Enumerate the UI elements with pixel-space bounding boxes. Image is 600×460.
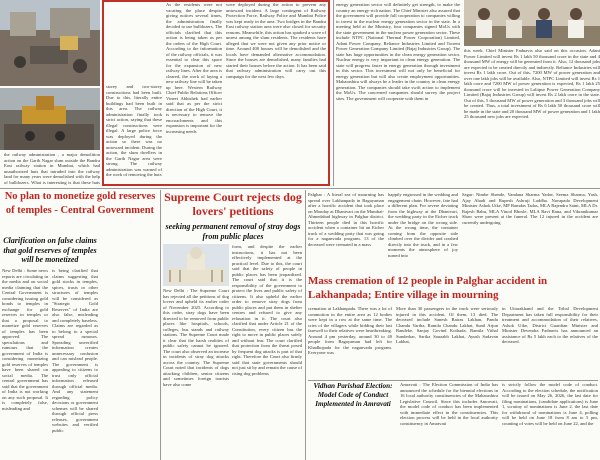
palghar-intro-col-2 bbox=[388, 192, 458, 272]
temples-subhead bbox=[2, 236, 98, 266]
nuclear-story-col-2 bbox=[464, 48, 600, 186]
palghar-text: in Uttarakhand and the Tribal Development Department has taken full responsibility for their treatment and accommodation of their relatives, Ashok Uike, District Guardian Minister and Minister Devendra Fadnavis has announced an assistance of Rs 5 lakh each to the relatives of the deceased. bbox=[502, 306, 598, 344]
palghar-text: More than 30 passengers in the truck were seriously injured in this accident. Of them, 13 died. The deceased include Sanesh Batras Lakhan, Pandu Chandu Vartha, Ramila Chandu Lakhat, Sunil Arjun Randeke, Sanjay Govind Kothada, Ramila Vithal Sunderkar, Sarika Sauzabh Lakhat, Ayush Sadavan Lakhat, bbox=[396, 306, 498, 344]
temples-text: New Delhi : Some news reports are circulating in the media and on social media claiming that the Central Government is considering issuing gold bonds to temples in exchange for gold reserves in temples or that a proposal to monetize gold reserves of temples has been approved. The speculations and rumours that the government of India is considering monetizing gold reserves of temples have been shared on social media. The central government has said that the government of India is not working on any such proposal. It is completely false, misleading and bbox=[2, 268, 48, 411]
top-story-text: were deployed during the action to prevent any untoward incident. A large contingent of Railway Protection Force, Railway Police and Mumbai Police was kept ready in the area. Two bridges in the Bandra East railway station area were also closed for security reasons. Meanwhile, this action has sparked a wave of unrest among the slum residents. The residents have alleged that we were not given any prior notice or time. Around 400 houses will be demolished and the locals have demanded alternative accommodation. Since the houses are demolished, many families had started their houses before the action. It has been said that railway administration will carry out this campaign for the next few days. bbox=[226, 2, 326, 79]
nuclear-story-text: energy generation sector will definitely get strength, to make the country an energy-rich nation. The Chief Minister also assured that the government will provide full cooperation to companies willing to invest in the nuclear energy generation sector in the state. In a meeting held at the Ministry, four companies signed MoUs with the state government in the nuclear power generation sector. These include NTPC (National Thermal Power Corporation) Limited, Adani Power Company, Reliance Industries Limited and Torrent Power Generation Company Limited (Bajaj Industries Group). The state has huge opportunities in the clean energy generation sector. Nuclear energy is very important in clean energy generation. The state will progress faster in energy generation through investment in this sector. This investment will not only be beneficial for energy generation but will also create employment opportunities. Maharashtra will always be a leader in the country in clean energy generation. The companies should take swift action to implement the MoUs. The concerned companies should survey the project sites. The government will cooperate with them in bbox=[336, 2, 460, 101]
palghar-headline-text: Mass cremation of 12 people in Palghar accident in Lakhanpada; Entire village in mourning bbox=[308, 275, 548, 301]
temples-headline-text: No plan to monetize gold reserves of temples - Central Government bbox=[4, 191, 156, 216]
temples-col-1 bbox=[2, 268, 48, 458]
supreme-court-photo bbox=[163, 244, 229, 286]
temples-col-2 bbox=[52, 268, 98, 458]
top-story-text: As the residents were not vacating the place despite giving notices several times, the administration finally decided to use bulldozers. The officials clarified that this action is being taken as per the orders of the High Court. According to the information of the railway officials, it was essential to clear this space for the expansion of new railway lines. After the area is cleared, the work of laying a new railway line will be taken up here. Western Railway Chief Public Relations Officer Vineet Abhishek had earlier said that as per the strict direction of the High Court, it is necessary to remove the encroachments and this expansion is important for the increasing needs bbox=[166, 2, 222, 134]
bulldozer-photo bbox=[0, 88, 100, 150]
dogs-headline bbox=[163, 190, 303, 222]
temples-text: is being clarified that claims suggesting that gold stocks in temples, spices, trusts or other structures of temples will be considered as "Strategic Gold Reserves" of India are also false, misleading and completely baseless. Claims are regarded as to belong to a special spread rumours. Spreading unverified information creates unnecessary confusion and can mislead people. The government is appealing to citizens to trust only official information released through official media. And any statement regarding policy decisions or government schemes will be shared through official press releases, government websites and verified public bbox=[52, 268, 98, 433]
top-story-col-1 bbox=[4, 152, 100, 186]
amravati-col-1 bbox=[400, 382, 498, 458]
top-story-col-4 bbox=[226, 2, 326, 184]
mou-meeting-photo bbox=[464, 0, 600, 46]
palghar-col-1 bbox=[308, 306, 392, 378]
dogs-col-2 bbox=[232, 244, 302, 458]
demolition-photo bbox=[0, 0, 100, 86]
amravati-headline-text: Vidhan Parishad Election: Model Code of Conduct Implemented in Amravati bbox=[313, 382, 393, 408]
amravati-headline bbox=[308, 382, 398, 426]
nuclear-story-col-1 bbox=[336, 2, 460, 186]
palghar-intro-col-1 bbox=[308, 192, 384, 272]
dogs-col-1 bbox=[163, 288, 229, 458]
top-story-col-2 bbox=[106, 84, 162, 184]
palghar-col-2 bbox=[396, 306, 498, 378]
palghar-col-3 bbox=[502, 306, 598, 378]
temples-headline bbox=[2, 190, 158, 234]
amravati-text: Amravati : The Election Commission of India has announced the schedule for the biennial elections in 16 local authority constituencies of the Maharashtra Legislative Council. Since this includes Amravati, the model code of conduct has been implemented with immediate effect in the constituencies. This election process will be held in the local authority constituency in Amravati bbox=[400, 382, 498, 426]
dogs-text: form, and despite the earlier instructions, it has not been effectively implemented at the practical level. Due to this, the court said that the safety of people in public places has been jeopardized. The court said that it is the responsibility of the government to protect the lives and public safety of citizens. It also upheld the earlier order to remove stray dogs from public places and put them in shelter centres and refused to give any relaxation in it. The court also clarified that under Article 21 of the Constitution, every citizen has the right to move in public places safely and without fear. The court clarified that protection from the threat posed by frequent dog attacks is part of that right. Therefore the Court also firmly said that state governments should not just sit by and remain the cause of rising dog problems bbox=[232, 244, 302, 376]
palghar-text: Palghar : A literal sea of mourning has spread over Lakhanpada in Bagayaman after a horrific accident that took place on Monday at Dhanivari on the Mumbai-Ahmedabad highway in Palghar district. Thirteen people died in this horrific accident when a container hit an Eicher truck of a wedding party that was going for a naganvada program. 13 of the deceased were cremated in a mass bbox=[308, 192, 384, 247]
dogs-subhead-text: seeking permanent removal of stray dogs from public places bbox=[165, 222, 301, 241]
dogs-text: New Delhi : The Supreme Court has rejected all the petitions of dog lovers and upheld its earlier order of November 2025. According to this order, stray dogs have been directed to be removed from public places like hospitals, schools, colleges, bus stands and railway stations. The Supreme Court made it clear that the harsh realities of public safety cannot be ignored. The court also observed an increase in incidents of stray dog attacks across the country. The Supreme Court noted that incidents of dogs attacking children, senior citizens and sometimes foreign tourists have also come bbox=[163, 288, 229, 387]
temples-col-3 bbox=[102, 236, 158, 458]
amravati-text: is strictly follow the model code of conduct. According to the election schedule, the notification will be issued on May 26, 2026, the last date for filing nominations, (candidate applications) is June 1, scrutiny of nominations is June 2, the last date for withdrawal of nominations is June 4, polling will be held on June 18 from 8 am to 5 pm, counting of votes will be held on June 22, and the bbox=[502, 382, 598, 426]
palghar-headline bbox=[308, 274, 598, 304]
amravati-col-2 bbox=[502, 382, 598, 458]
top-story-text: storey and two-storey constructions had been built. Due to this, literally entire buildings had been built in this area. The railway administration finally took strict action, saying that these illegal constructions were illegal. A large police force was deployed during the action so there was no untoward incident. During the action, the slum dwellers in the Garib Nagar area were strong. The railway administration was warned of the work of removing the huts bbox=[106, 84, 162, 177]
sagar-text: Sagar: Nimbe Shende, Vandana Sharma Yadav, Seema Sharma, Yash, Ajay Ahadi and Rupesh Ashruji Laddha. Navapada Development Minister Ashok Uike, MP Ramdas Tadas, MLA Rajendra Saini, MLA Dr. Rajesh Babu, MLA Vinod Bhosle, MLA Ravi Rana, and Vikrantkumar Shaw were present at the funeral. The 12 injured in the accident are currently undergoing bbox=[462, 192, 598, 225]
dogs-headline-text: Supreme Court rejects dog lovers' petitions bbox=[164, 190, 302, 218]
temples-subhead-text: Clarification on false claims that gold reserves of temples will be monetized bbox=[3, 236, 97, 264]
palghar-text: happily engrossed in the wedding and engagement chain. However, fate had a different plan. For severe deviating from the highway at the Dhanivari, the wedding party in the Eicher truck under the bridge on the wrong side. At the wrong time, the container coming from the opposite side climbed over the divider and crashed directly into the truck, and in a few moments the atmosphere of joy turned into bbox=[388, 192, 458, 258]
palghar-text: cremation at Lakhanpada. There was a lot of commotion in the entire area as 12 bodies were kept in a row at the same time. The cries of the villagers while bidding their last farewell to their relatives were heartbreaking. Around 4 pm yesterday, around 30 to 40 people from Bagayaman had left for Khadkopada for the naganvada program. Everyone was bbox=[308, 306, 392, 355]
nuclear-story-text: this week. Chief Minister Fadnavis also said on this occasion. Adani Power Limited will invest Rs 1 lakh 50 thousand crore in the state and 4 thousand MW of energy will be generated from it. Also, 12 thousand jobs are expected to be created directly and indirectly. Reliance Industries will invest Rs 1 lakh crore. Out of this, 7200 MW of power generation and over one lakh jobs will be available. Also, NTPC Limited will invest Rs 1 lakh crore and 7200 MW of power generation is expected, Rs 1 lakh 25 thousand crore will be invested in Lalitpur Power Generation Company Limited (Bajaj Industries Group) will invest Rs 2 lakh crore in the state. Out of this, 5 thousand MW of power generation and 3 thousand jobs will be created. Thus, a total investment of Rs 6 lakh 50 thousand crore will be made in the state and 20 thousand MW of power generation and 1 lakh 25 thousand new jobs are expected. bbox=[464, 48, 600, 119]
sagar-col bbox=[462, 192, 598, 272]
dogs-subhead bbox=[163, 222, 303, 244]
top-story-text: the railway administration , a major demolition action on the Garib Nagar slum outside the Bandra East railway station in Mumbai, which had unauthorized huts that intruded into the railway land for many years were demolished with the help of bulldozers. What is interesting is that these huts bbox=[4, 152, 100, 185]
top-story-col-3 bbox=[166, 2, 222, 184]
